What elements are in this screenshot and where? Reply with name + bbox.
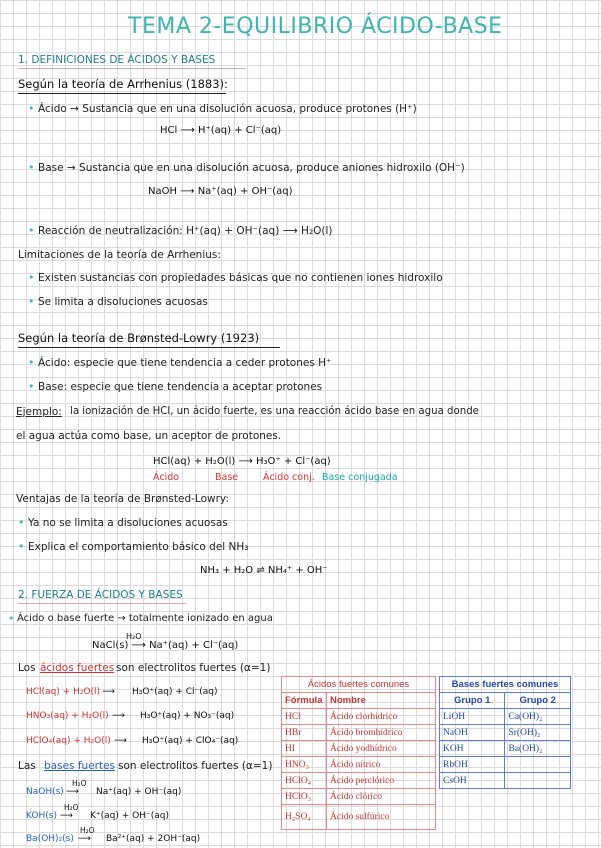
bases-sentence-post: son electrolitos fuertes (α=1) xyxy=(118,760,273,772)
acid-formula: HClO₃ xyxy=(282,789,327,805)
acid-eq-3-left: HClO₄(aq) + H₂O(l) xyxy=(26,736,111,746)
example-text: la ionización de HCl, un ácido fuerte, es una reacción ácido base en agua donde xyxy=(70,406,479,417)
bronsted-acid-def: Ácido: especie que tiene tendencia a ceder protones H⁺ xyxy=(38,357,332,369)
limit-1: Existen sustancias con propiedades básicas que no contienen iones hidroxilo xyxy=(38,272,443,284)
limit-2: Se limita a disoluciones acuosas xyxy=(38,296,208,308)
bronsted-eq: HCl(aq) + H₂O(l) ⟶ H₃O⁺ + Cl⁻(aq) xyxy=(153,456,331,467)
bullet-icon: • xyxy=(28,295,35,308)
acid-name: Ácido clorhídrico xyxy=(327,709,436,725)
acid-name: Ácido yodhídrico xyxy=(327,741,436,757)
table-row xyxy=(440,725,571,741)
arrhenius-acid-def: Ácido → Sustancia que en una disolución acuosa, produce protones (H⁺) xyxy=(38,103,417,115)
arrhenius-underline xyxy=(18,93,226,94)
table-row xyxy=(282,757,436,773)
acid-eq-2-right: H₃O⁺(aq) + NO₃⁻(aq) xyxy=(140,711,235,721)
base-table-col-group1: Grupo 1 xyxy=(440,693,505,709)
bases-fuertes-link: bases fuertes xyxy=(44,760,116,772)
limits-header: Limitaciones de la teoría de Arrhenius: xyxy=(18,249,221,261)
arrhenius-base-def: Base → Sustancia que en una disolución acuosa, produce aniones hidroxilo (OH⁻) xyxy=(38,162,465,174)
arrhenius-header: Según la teoría de Arrhenius (1883): xyxy=(18,77,228,91)
acid-name: Ácido perclórico xyxy=(327,773,436,789)
arrow-icon: ⟶ xyxy=(112,711,125,721)
base-eq-2-left: KOH(s) xyxy=(26,811,57,821)
table-row xyxy=(282,789,436,805)
acid-name: Ácido bromhídrico xyxy=(327,725,436,741)
section-2-heading: 2. FUERZA DE ÁCIDOS Y BASES xyxy=(18,589,183,601)
base-eq-1-left: NaOH(s) xyxy=(26,787,64,797)
section-1-heading: 1. DEFINICIONES DE ÁCIDOS Y BASES xyxy=(18,54,216,66)
page-title: TEMA 2-EQUILIBRIO ÁCIDO-BASE xyxy=(128,14,503,39)
base-group1: KOH xyxy=(440,741,505,757)
base-group2 xyxy=(505,773,571,789)
acid-eq-1-left: HCl(aq) + H₂O(l) xyxy=(26,687,101,697)
strong-def: Ácido o base fuerte → totalmente ionizado en agua xyxy=(17,613,273,624)
base-group2: Ba(OH)₂ xyxy=(505,741,571,757)
label-base-conj: Base conjugada xyxy=(322,472,398,483)
example-text-2: el agua actúa como base, un aceptor de protones. xyxy=(16,430,282,442)
base-table-caption: Bases fuertes comunes xyxy=(440,677,571,693)
acid-eq-2-left: HNO₃(aq) + H₂O(l) xyxy=(26,711,109,721)
acid-table-caption: Ácidos fuertes comunes xyxy=(282,677,436,693)
table-row xyxy=(440,709,571,725)
nacl-over: H₂O xyxy=(126,632,142,641)
bronsted-base-def: Base: especie que tiene tendencia a aceptar protones xyxy=(38,381,323,393)
bases-sentence-pre: Las xyxy=(18,760,36,772)
bullet-icon: • xyxy=(18,540,25,553)
bullet-icon: • xyxy=(8,612,15,625)
table-row xyxy=(282,725,436,741)
acids-fuertes-link: ácidos fuertes xyxy=(40,662,115,674)
label-base: Base xyxy=(215,472,239,483)
bullet-icon: • xyxy=(28,102,35,115)
section-2-underline xyxy=(18,603,186,604)
arrow-icon: ⟶ xyxy=(66,787,79,797)
section-1-underline xyxy=(18,68,246,69)
acid-table-col-formula: Fórmula xyxy=(282,693,327,709)
advantage-1: Ya no se limita a disoluciones acuosas xyxy=(28,517,228,529)
arrow-icon: ⟶ xyxy=(102,687,115,697)
base-eq-1-right: Na⁺(aq) + OH⁻(aq) xyxy=(96,787,182,797)
acid-formula: HNO₃ xyxy=(282,757,327,773)
example-label: Ejemplo: xyxy=(16,406,62,418)
base-group1: RbOH xyxy=(440,757,505,773)
acid-formula: HI xyxy=(282,741,327,757)
arrhenius-acid-eq: HCl ⟶ H⁺(aq) + Cl⁻(aq) xyxy=(160,125,282,136)
acid-formula: HBr xyxy=(282,725,327,741)
arrhenius-base-eq: NaOH ⟶ Na⁺(aq) + OH⁻(aq) xyxy=(148,186,293,197)
acids-sentence-post: son electrolitos fuertes (α=1) xyxy=(116,662,271,674)
table-row xyxy=(440,773,571,789)
bullet-icon: • xyxy=(18,516,25,529)
bullet-icon: • xyxy=(28,356,35,369)
nacl-eq: NaCl(s) ⟶ Na⁺(aq) + Cl⁻(aq) xyxy=(92,640,239,651)
advantage-2: Explica el comportamiento básico del NH₃ xyxy=(28,541,249,553)
label-acid: Ácido xyxy=(153,472,180,483)
bullet-icon: • xyxy=(28,161,35,174)
table-row xyxy=(282,709,436,725)
acid-eq-1-right: H₃O⁺(aq) + Cl⁻(aq) xyxy=(132,687,218,697)
acid-formula: HClO₄ xyxy=(282,773,327,789)
arrow-icon: ⟶ xyxy=(60,811,73,821)
base-group2 xyxy=(505,757,571,773)
base-group1: LiOH xyxy=(440,709,505,725)
over-h2o-3: H₂O xyxy=(80,826,95,835)
acid-formula: HCl xyxy=(282,709,327,725)
bullet-icon: • xyxy=(28,380,35,393)
bronsted-header: Según la teoría de Brønsted-Lowry (1923) xyxy=(18,331,260,345)
table-row xyxy=(282,741,436,757)
acid-name: Ácido nítrico xyxy=(327,757,436,773)
strong-acids-table xyxy=(281,676,436,830)
acid-eq-3-right: H₃O⁺(aq) + ClO₄⁻(aq) xyxy=(142,736,239,746)
over-h2o-1: H₂O xyxy=(72,779,87,788)
table-row xyxy=(440,741,571,757)
table-row xyxy=(440,757,571,773)
table-row xyxy=(282,773,436,789)
base-group1: CsOH xyxy=(440,773,505,789)
strong-bases-table xyxy=(439,676,571,789)
base-group2: Sr(OH)₂ xyxy=(505,725,571,741)
over-h2o-2: H₂O xyxy=(64,803,79,812)
label-acid-conj: Ácido conj. xyxy=(263,472,315,483)
neutralization: Reacción de neutralización: H⁺(aq) + OH⁻(aq) ⟶ H₂O(l) xyxy=(38,225,333,237)
base-eq-3-right: Ba²⁺(aq) + 2OH⁻(aq) xyxy=(106,834,201,844)
acid-formula: H₂SO₄ xyxy=(282,805,327,830)
base-eq-2-right: K⁺(aq) + OH⁻(aq) xyxy=(90,811,170,821)
nh3-eq: NH₃ + H₂O ⇌ NH₄⁺ + OH⁻ xyxy=(200,565,328,576)
bronsted-underline xyxy=(18,347,280,348)
acids-sentence-pre: Los xyxy=(18,662,36,674)
base-group1: NaOH xyxy=(440,725,505,741)
base-table-col-group2: Grupo 2 xyxy=(505,693,571,709)
base-group2: Ca(OH)₂ xyxy=(505,709,571,725)
bullet-icon: • xyxy=(28,271,35,284)
bullet-icon: • xyxy=(28,224,35,237)
base-eq-3-left: Ba(OH)₂(s) xyxy=(26,834,74,844)
acid-name: Ácido clórico xyxy=(327,789,436,805)
advantages-header: Ventajas de la teoría de Brønsted-Lowry: xyxy=(16,493,229,505)
acid-name: Ácido sulfúrico xyxy=(327,805,436,830)
acid-table-col-name: Nombre xyxy=(327,693,436,709)
arrow-icon: ⟶ xyxy=(78,834,91,844)
table-row xyxy=(282,805,436,830)
arrow-icon: ⟶ xyxy=(114,736,127,746)
